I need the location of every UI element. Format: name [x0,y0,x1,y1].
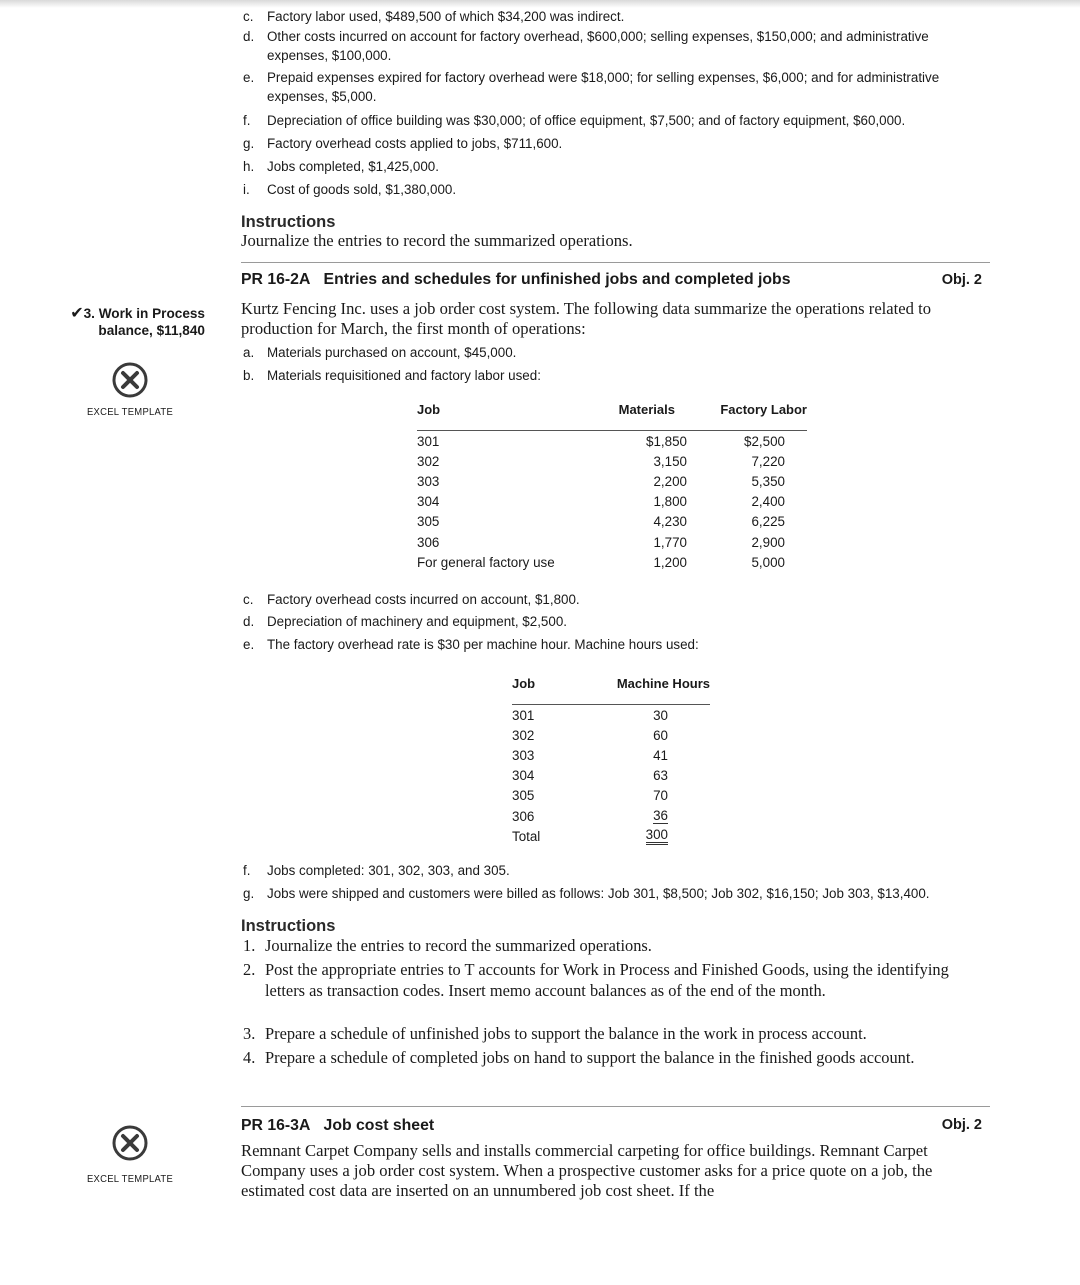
cell-hours: 70 [653,788,668,804]
item-text: Factory overhead costs incurred on account, $1,800. [267,592,580,607]
excel-template-label[interactable]: EXCEL TEMPLATE [86,406,174,418]
item-text: Depreciation of machinery and equipment, $2,500. [267,614,567,629]
col-header-factory-labor: Factory Labor [687,402,807,431]
cell-job: 305 [417,514,440,530]
problem-code: PR 16-3A [241,1117,311,1134]
excel-template-label[interactable]: EXCEL TEMPLATE [86,1173,174,1185]
list-item [243,180,988,199]
list-item [243,27,988,65]
cell-materials: 2,200 [653,473,687,489]
cell-labor: 6,225 [751,514,785,530]
cell-materials: 4,230 [653,514,687,530]
item-letter: h. [243,159,255,174]
col-header-materials: Materials [607,402,687,431]
instruction-text: Post the appropriate entries to T accounts for Work in Process and Finished Goods, using the identifying letters as transaction codes. Insert memo account balances as of the end of the month. [265,960,949,1000]
list-item [243,7,988,26]
item-text: Cost of goods sold, $1,380,000. [267,182,457,197]
instruction-item [243,1048,988,1069]
table-header-row [512,676,710,705]
item-letter: f. [243,863,251,878]
item-text: Materials purchased on account, $45,000. [267,345,517,360]
table-header-row [417,402,807,431]
list-item [243,884,988,903]
list-item [243,366,988,385]
cell-hours: 41 [653,747,668,763]
cell-job: 303 [417,473,440,489]
item-letter: g. [243,136,255,151]
table-row [417,512,807,532]
cell-job: 304 [417,494,440,510]
section-divider [241,1106,990,1107]
item-text: Factory labor used, $489,500 of which $34,200 was indirect. [267,9,625,24]
item-letter: i. [243,182,250,197]
table-total-row [512,826,710,846]
item-text: The factory overhead rate is $30 per machine hour. Machine hours used: [267,637,699,652]
cell-hours: 60 [653,727,668,743]
item-letter: e. [243,637,255,652]
cell-job: 306 [417,534,440,550]
cell-materials: 3,150 [653,453,687,469]
list-item [243,343,988,362]
cell-materials: $1,850 [646,433,687,449]
item-text: Materials requisitioned and factory labor used: [267,368,541,383]
cell-labor: 7,220 [751,453,785,469]
item-text: Jobs completed: 301, 302, 303, and 305. [267,863,510,878]
list-item [243,157,988,176]
instructions-heading: Instructions [241,213,336,231]
cell-labor: 5,000 [751,554,785,570]
item-text: Depreciation of office building was $30,000; of office equipment, $7,500; and of factory equipment, $60,000. [267,113,906,128]
cell-job: 301 [417,433,440,449]
instructions-text: Journalize the entries to record the summarized operations. [241,231,633,250]
cell-hours-value: 36 [653,808,668,824]
table-row [417,471,807,491]
problem-code: PR 16-2A [241,271,311,288]
list-item [243,861,988,880]
machine-hours-table [512,676,710,846]
table-row [512,766,710,786]
checkmark-icon: ✔ [70,305,84,322]
objective-tag: Obj. 2 [941,272,982,288]
cell-job: For general factory use [417,554,555,570]
problem-title [241,271,791,289]
table-row [512,745,710,765]
item-text: Factory overhead costs applied to jobs, $711,600. [267,136,563,151]
cell-materials: 1,770 [653,534,687,550]
cell-materials: 1,200 [653,554,687,570]
cell-labor: 2,900 [751,534,785,550]
cell-job: 305 [512,788,535,804]
cell-labor: $2,500 [744,433,785,449]
margin-check-balance: balance, $11,840 [98,323,205,338]
cell-job: 306 [512,808,535,824]
list-item [243,590,988,609]
instruction-text: Journalize the entries to record the summarized operations. [265,936,652,955]
item-letter: e. [243,70,255,85]
cell-job: 304 [512,768,535,784]
item-letter: c. [243,592,254,607]
cell-job: 302 [512,727,535,743]
problem-title [241,1117,434,1135]
table-row [512,725,710,745]
margin-check-note [55,305,205,339]
problem-intro: Kurtz Fencing Inc. uses a job order cost system. The following data summarize the operations related to production for March, the first month of operations: [241,299,931,338]
instruction-item [243,960,988,1001]
table-row [512,806,710,826]
objective-tag: Obj. 2 [941,1117,982,1133]
table-row [417,532,807,552]
instruction-text: Prepare a schedule of unfinished jobs to support the balance in the work in process account. [265,1024,867,1043]
instruction-item [243,1024,988,1045]
col-header-machine-hours: Machine Hours [612,676,710,705]
cell-job: 302 [417,453,440,469]
item-letter: d. [243,29,255,44]
table-row [512,786,710,806]
item-letter: d. [243,614,255,629]
list-item [243,68,988,106]
instruction-number: 4. [243,1048,256,1067]
col-header-job: Job [512,676,612,705]
cell-labor: 5,350 [751,473,785,489]
instruction-number: 1. [243,936,256,955]
cell-labor: 2,400 [751,494,785,510]
table-row [417,552,807,572]
instruction-text: Prepare a schedule of completed jobs on hand to support the balance in the finished goods account. [265,1048,915,1067]
list-item [243,134,988,153]
cell-job: 301 [512,707,535,723]
cell-hours [612,806,710,826]
cell-total-label: Total [512,828,541,844]
table-row [512,705,710,726]
cell-hours: 63 [653,768,668,784]
materials-labor-table [417,402,807,572]
problem-intro: Remnant Carpet Company sells and installs commercial carpeting for office buildings. Remnant Carpet Company uses a job order cost system. When a prospective customer asks for a price quote on a job, the estimated cost data are inserted on an unnumbered job cost sheet. If the [241,1141,933,1200]
excel-template-icon[interactable] [112,362,148,398]
section-divider [241,262,990,263]
item-letter: c. [243,9,254,24]
list-item [243,635,988,654]
item-letter: a. [243,345,255,360]
item-text: Prepaid expenses expired for factory overhead were $18,000; for selling expenses, $6,000; and for administrative expenses, $5,000. [267,70,940,104]
item-letter: f. [243,113,251,128]
list-item [243,612,988,631]
cell-materials: 1,800 [653,494,687,510]
instruction-item [243,936,988,957]
table-row [417,431,807,452]
problem-name: Job cost sheet [323,1117,435,1134]
cell-total [612,826,710,846]
margin-check-label: 3. Work in Process [83,306,205,321]
item-text: Other costs incurred on account for factory overhead, $600,000; selling expenses, $150,000; and administrative expenses, $100,000. [267,29,929,63]
cell-job: 303 [512,747,535,763]
excel-template-icon[interactable] [112,1125,148,1161]
cell-hours: 30 [653,707,668,723]
table-row [417,492,807,512]
item-text: Jobs were shipped and customers were billed as follows: Job 301, $8,500; Job 302, $16,150; Job 303, $13,400. [267,886,930,901]
item-letter: g. [243,886,255,901]
item-letter: b. [243,368,255,383]
instruction-number: 2. [243,960,256,979]
col-header-job: Job [417,402,607,431]
problem-name: Entries and schedules for unfinished jobs and completed jobs [323,271,791,288]
list-item [243,111,988,130]
cell-total-value: 300 [646,827,668,845]
item-text: Jobs completed, $1,425,000. [267,159,439,174]
instructions-heading: Instructions [241,917,336,935]
table-row [417,451,807,471]
instruction-number: 3. [243,1024,256,1043]
